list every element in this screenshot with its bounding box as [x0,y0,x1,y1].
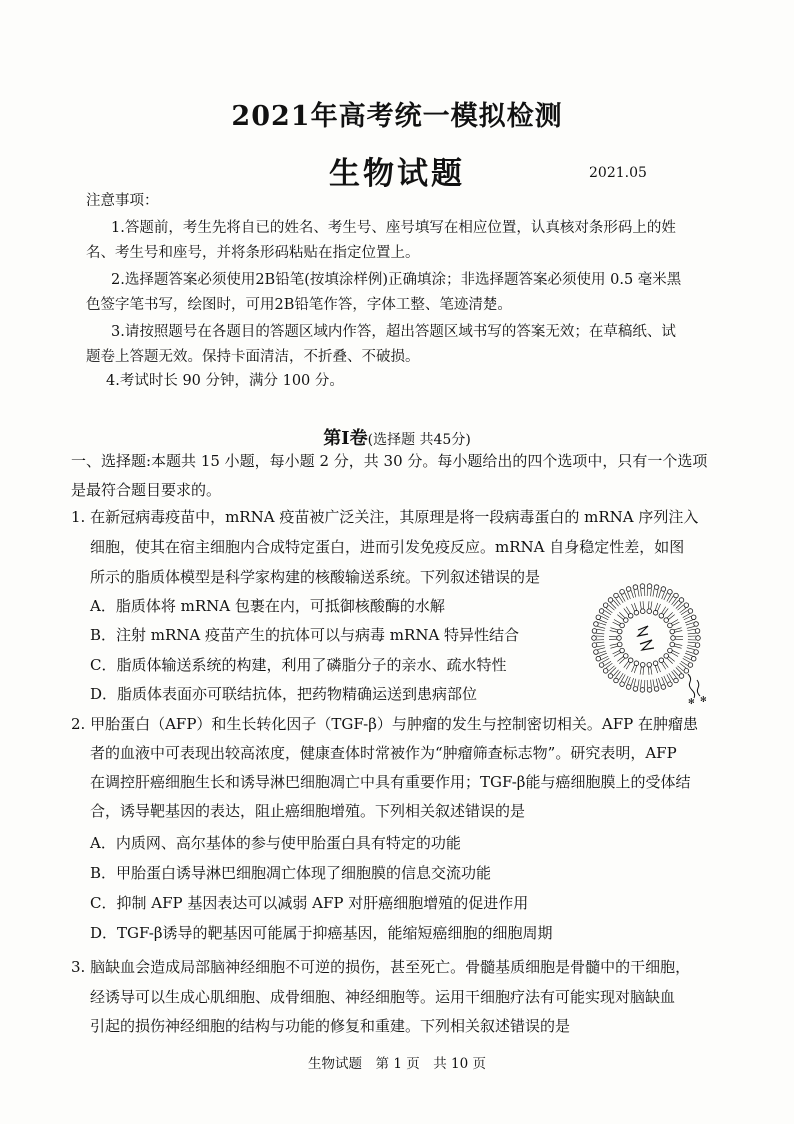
phospholipid-tail [672,622,679,625]
phospholipid-tail [627,592,630,599]
phospholipid-head [664,654,669,659]
phospholipid-tail [674,628,682,630]
phospholipid-head [623,618,628,623]
phospholipid-head [599,609,604,614]
phospholipid-tail [658,590,660,598]
phospholipid-tail [641,680,642,688]
phospholipid-head [640,663,645,668]
phospholipid-head [614,678,619,683]
phospholipid-tail [688,633,696,634]
question-1-stem: 细胞，使其在宿主细胞内合成特定蛋白，进而引发免疫反应。mRNA 自身稳定性差，如图 [90,538,685,556]
phospholipid-tail [686,651,694,653]
phospholipid-head [688,609,693,614]
notice-line: 题卷上答题无效。保持卡面清洁，不折叠、不破损。 [86,349,420,365]
mrna-strand [638,626,654,650]
phospholipid-tail [671,652,678,656]
phospholipid-tail [684,616,691,619]
phospholipid-head [679,674,684,679]
phospholipid-tail [683,614,690,618]
phospholipid-tail [672,650,679,653]
question-2-option-c: C．抑制 AFP 基因表达可以减弱 AFP 对肝癌细胞增殖的促进作用 [90,894,529,912]
phospholipid-tail [641,588,642,596]
phospholipid-head [691,656,696,661]
phospholipid-head [620,623,625,628]
phospholipid-tail [613,650,620,653]
phospholipid-tail [596,633,604,634]
antibody-tether [697,680,700,696]
phospholipid-head [603,669,608,674]
phospholipid-tail [643,601,644,609]
question-2-stem: 合，诱导靶基因的表达，阻止癌细胞增殖。下列相关叙述错误的是 [90,802,526,820]
question-2-option-a: A．内质网、高尔基体的参与使甲胎蛋白具有特定的功能 [90,834,461,852]
phospholipid-head [599,663,604,668]
phospholipid-tail [625,676,628,683]
phospholipid-tail [684,656,691,659]
phospholipid-tail [599,620,606,623]
phospholipid-head [617,642,622,647]
phospholipid-tail [687,626,695,628]
question-3-stem: 3. 脑缺血会造成局部脑神经细胞不可逆的损伤，甚至死亡。骨髓基质细胞是骨髓中的干细胞， [71,958,691,976]
phospholipid-head [664,618,669,623]
phospholipid-tail [674,646,682,648]
notice-line: 2.选择题答案必须使用2B铅笔(按填涂样例)正确填涂；非选择题答案必须使用 0.5 毫米黑 [111,272,682,288]
phospholipid-head [670,629,675,634]
phospholipid-tail [658,678,660,686]
phospholipid-head [688,663,693,668]
question-3-stem: 经诱导可以生成心肌细胞、成骨细胞、神经细胞等。运用干细胞疗法有可能实现对脑缺血 [90,988,676,1006]
phospholipid-head [659,658,664,663]
phospholipid-tail [634,603,637,611]
phospholipid-tail [685,653,692,656]
notice-line: 4.考试时长 90 分钟，满分 100 分。 [106,373,344,389]
phospholipid-head [695,643,700,648]
phospholipid-tail [671,620,678,624]
phospholipid-tail [614,652,621,656]
phospholipid-head [640,584,645,589]
page-footer: 生物试题 第 1 页 共 10 页 [308,1056,486,1072]
phospholipid-tail [625,593,628,600]
phospholipid-tail [656,679,658,687]
phospholipid-tail [614,620,621,624]
question-2-stem: 2. 甲胎蛋白（AFP）和生长转化因子（TGF-β）与肿瘤的发生与控制密切相关。AFP 在肿瘤患 [71,715,698,733]
phospholipid-head [647,688,652,693]
phospholipid-tail [653,679,654,687]
phospholipid-head [608,674,613,679]
notice-heading: 注意事项： [86,193,159,209]
phospholipid-tail [655,603,658,611]
phospholipid-tail [687,645,695,646]
phospholipid-tail [662,592,665,599]
phospholipid-head [670,642,675,647]
phospholipid-tail [632,665,635,672]
phospholipid-tail [598,623,606,625]
phospholipid-head [626,587,631,592]
question-2-stem: 者的血液中可表现出较高浓度，健康查体时常被作为“肿瘤筛查标志物”。研究表明，AFP [90,744,677,762]
phospholipid-head [617,636,622,641]
liposome-diagram [584,576,724,706]
phospholipid-tail [685,620,692,623]
phospholipid-tail [687,629,695,630]
notice-line: 1.答题前，考生先将自已的姓名、考生号、座号填写在相应位置，认真核对条形码上的姓 [111,220,676,236]
phospholipid-head [628,658,633,663]
antibody-marker: ✻ [688,697,695,706]
phospholipid-tail [634,679,636,687]
phospholipid-head [640,688,645,693]
question-2-option-d: D．TGF-β诱导的靶基因可能属于抑癌基因，能缩短癌细胞的细胞周期 [90,924,553,942]
question-1-option-d: D．脂质体表面亦可联结抗体，把药物精确运送到患病部位 [90,685,478,703]
phospholipid-head [633,585,638,590]
phospholipid-head [661,685,666,690]
phospholipid-tail [597,648,605,650]
phospholipid-head [592,643,597,648]
phospholipid-head [684,669,689,674]
phospholipid-tail [638,679,639,687]
phospholipid-tail [599,653,606,656]
phospholipid-tail [597,629,605,630]
phospholipid-head [633,687,638,692]
phospholipid-head [679,598,684,603]
phospholipid-head [694,650,699,655]
phospholipid-tail [602,614,609,618]
phospholipid-head [668,682,673,687]
phospholipid-head [617,629,622,634]
phospholipid-tail [596,642,604,643]
phospholipid-tail [664,676,667,683]
question-3-stem: 引起的损伤神经细胞的结构与功能的修复和重建。下列相关叙述错误的是 [90,1017,571,1035]
exam-date: 2021.05 [589,165,647,181]
phospholipid-head [691,615,696,620]
phospholipid-tail [643,667,644,675]
question-1-stem: 所示的脂质体模型是科学家构建的核酸输送系统。下列叙述错误的是 [90,568,541,586]
phospholipid-tail [598,651,606,653]
phospholipid-tail [610,631,618,633]
phospholipid-head [696,636,701,641]
phospholipid-tail [634,589,636,597]
phospholipid-head [608,598,613,603]
phospholipid-head [620,590,625,595]
section-title-main: 第Ⅰ卷 [323,428,368,449]
phospholipid-tail [674,644,682,646]
subject-title: 生物试题 [329,156,465,192]
phospholipid-head [614,593,619,598]
phospholipid-head [592,629,597,634]
phospholipid-tail [610,628,618,630]
phospholipid-tail [683,658,690,662]
phospholipid-head [668,648,673,653]
phospholipid-head [647,609,652,614]
phospholipid-head [694,622,699,627]
phospholipid-head [668,623,673,628]
phospholipid-tail [662,677,665,684]
phospholipid-tail [653,589,654,597]
phospholipid-tail [631,590,633,598]
question-2-option-b: B．甲胎蛋白诱导淋巴细胞凋亡体现了细胞膜的信息交流功能 [90,864,492,882]
phospholipid-head [659,613,664,618]
phospholipid-tail [631,678,633,686]
question-1-option-a: A．脂质体将 mRNA 包裹在内，可抵御核酸酶的水解 [90,597,445,615]
phospholipid-tail [610,646,618,648]
notice-line: 名、考生号和座号，并将条形码粘贴在指定位置上。 [86,245,420,261]
phospholipid-tail [613,622,620,625]
phospholipid-tail [597,626,605,628]
phospholipid-tail [687,648,695,650]
phospholipid-tail [632,604,635,611]
phospholipid-tail [610,644,618,646]
phospholipid-tail [664,593,667,600]
phospholipid-tail [648,667,649,675]
phospholipid-tail [686,623,694,625]
phospholipid-head [671,636,676,641]
phospholipid-tail [651,680,652,688]
question-1-option-c: C．脂质体输送系统的构建，利用了磷脂分子的亲水、疏水特性 [90,656,507,674]
phospholipid-head [623,654,628,659]
phospholipid-tail [651,601,652,609]
phospholipid-tail [640,667,641,675]
phospholipid-head [620,682,625,687]
question-1-stem: 1. 在新冠病毒疫苗中，mRNA 疫苗被广泛关注，其原理是将一段病毒蛋白的 mRNA 序列注入 [71,508,699,526]
phospholipid-head [620,648,625,653]
phospholipid-tail [638,589,639,597]
phospholipid-tail [597,645,605,646]
phospholipid-head [603,603,608,608]
question-1-option-b: B．注射 mRNA 疫苗产生的抗体可以与病毒 mRNA 特异性结合 [90,626,520,644]
phospholipid-head [626,685,631,690]
phospholipid-tail [688,642,696,643]
phospholipid-head [592,636,597,641]
phospholipid-head [668,590,673,595]
question-2-stem: 在调控肝癌细胞生长和诱导淋巴细胞凋亡中具有重要作用；TGF-β能与癌细胞膜上的受体结 [90,773,691,791]
phospholipid-tail [651,588,652,596]
phospholipid-tail [657,604,660,611]
phospholipid-tail [640,601,641,609]
lipid-bilayer [592,584,701,692]
phospholipid-head [594,650,599,655]
phospholipid-head [674,678,679,683]
phospholipid-tail [656,589,658,597]
phospholipid-head [596,656,601,661]
phospholipid-head [695,629,700,634]
phospholipid-head [654,585,659,590]
phospholipid-head [628,613,633,618]
phospholipid-tail [657,665,660,672]
exam-title: 2021年高考统一模拟检测 [231,101,563,132]
phospholipid-head [684,603,689,608]
phospholipid-head [674,593,679,598]
section-subtitle: (选择题 共45分) [367,432,471,448]
phospholipid-tail [655,666,658,674]
phospholipid-tail [648,601,649,609]
phospholipid-head [594,622,599,627]
phospholipid-tail [601,616,608,619]
phospholipid-head [661,587,666,592]
phospholipid-tail [627,677,630,684]
phospholipid-head [654,687,659,692]
phospholipid-head [640,609,645,614]
phospholipid-head [596,615,601,620]
section-instruction: 一、选择题:本题共 15 小题，每小题 2 分，共 30 分。每小题给出的四个选项中，只有一个选项 [71,452,708,470]
phospholipid-tail [634,666,637,674]
notice-line: 3.请按照题号在各题目的答题区域内作答，超出答题区域书写的答案无效；在草稿纸、试 [111,324,676,340]
phospholipid-tail [601,656,608,659]
antibody-tether [688,674,695,698]
phospholipid-tail [602,658,609,662]
antibody-marker: ✻ [700,695,707,704]
phospholipid-head [647,584,652,589]
notice-line: 色签字笔书写，绘图时，可用2B铅笔作答，字体工整、笔迹清楚。 [86,297,512,313]
phospholipid-tail [674,631,682,633]
phospholipid-tail [651,667,652,675]
section-instruction: 是最符合题目要求的。 [71,481,222,499]
phospholipid-head [647,663,652,668]
